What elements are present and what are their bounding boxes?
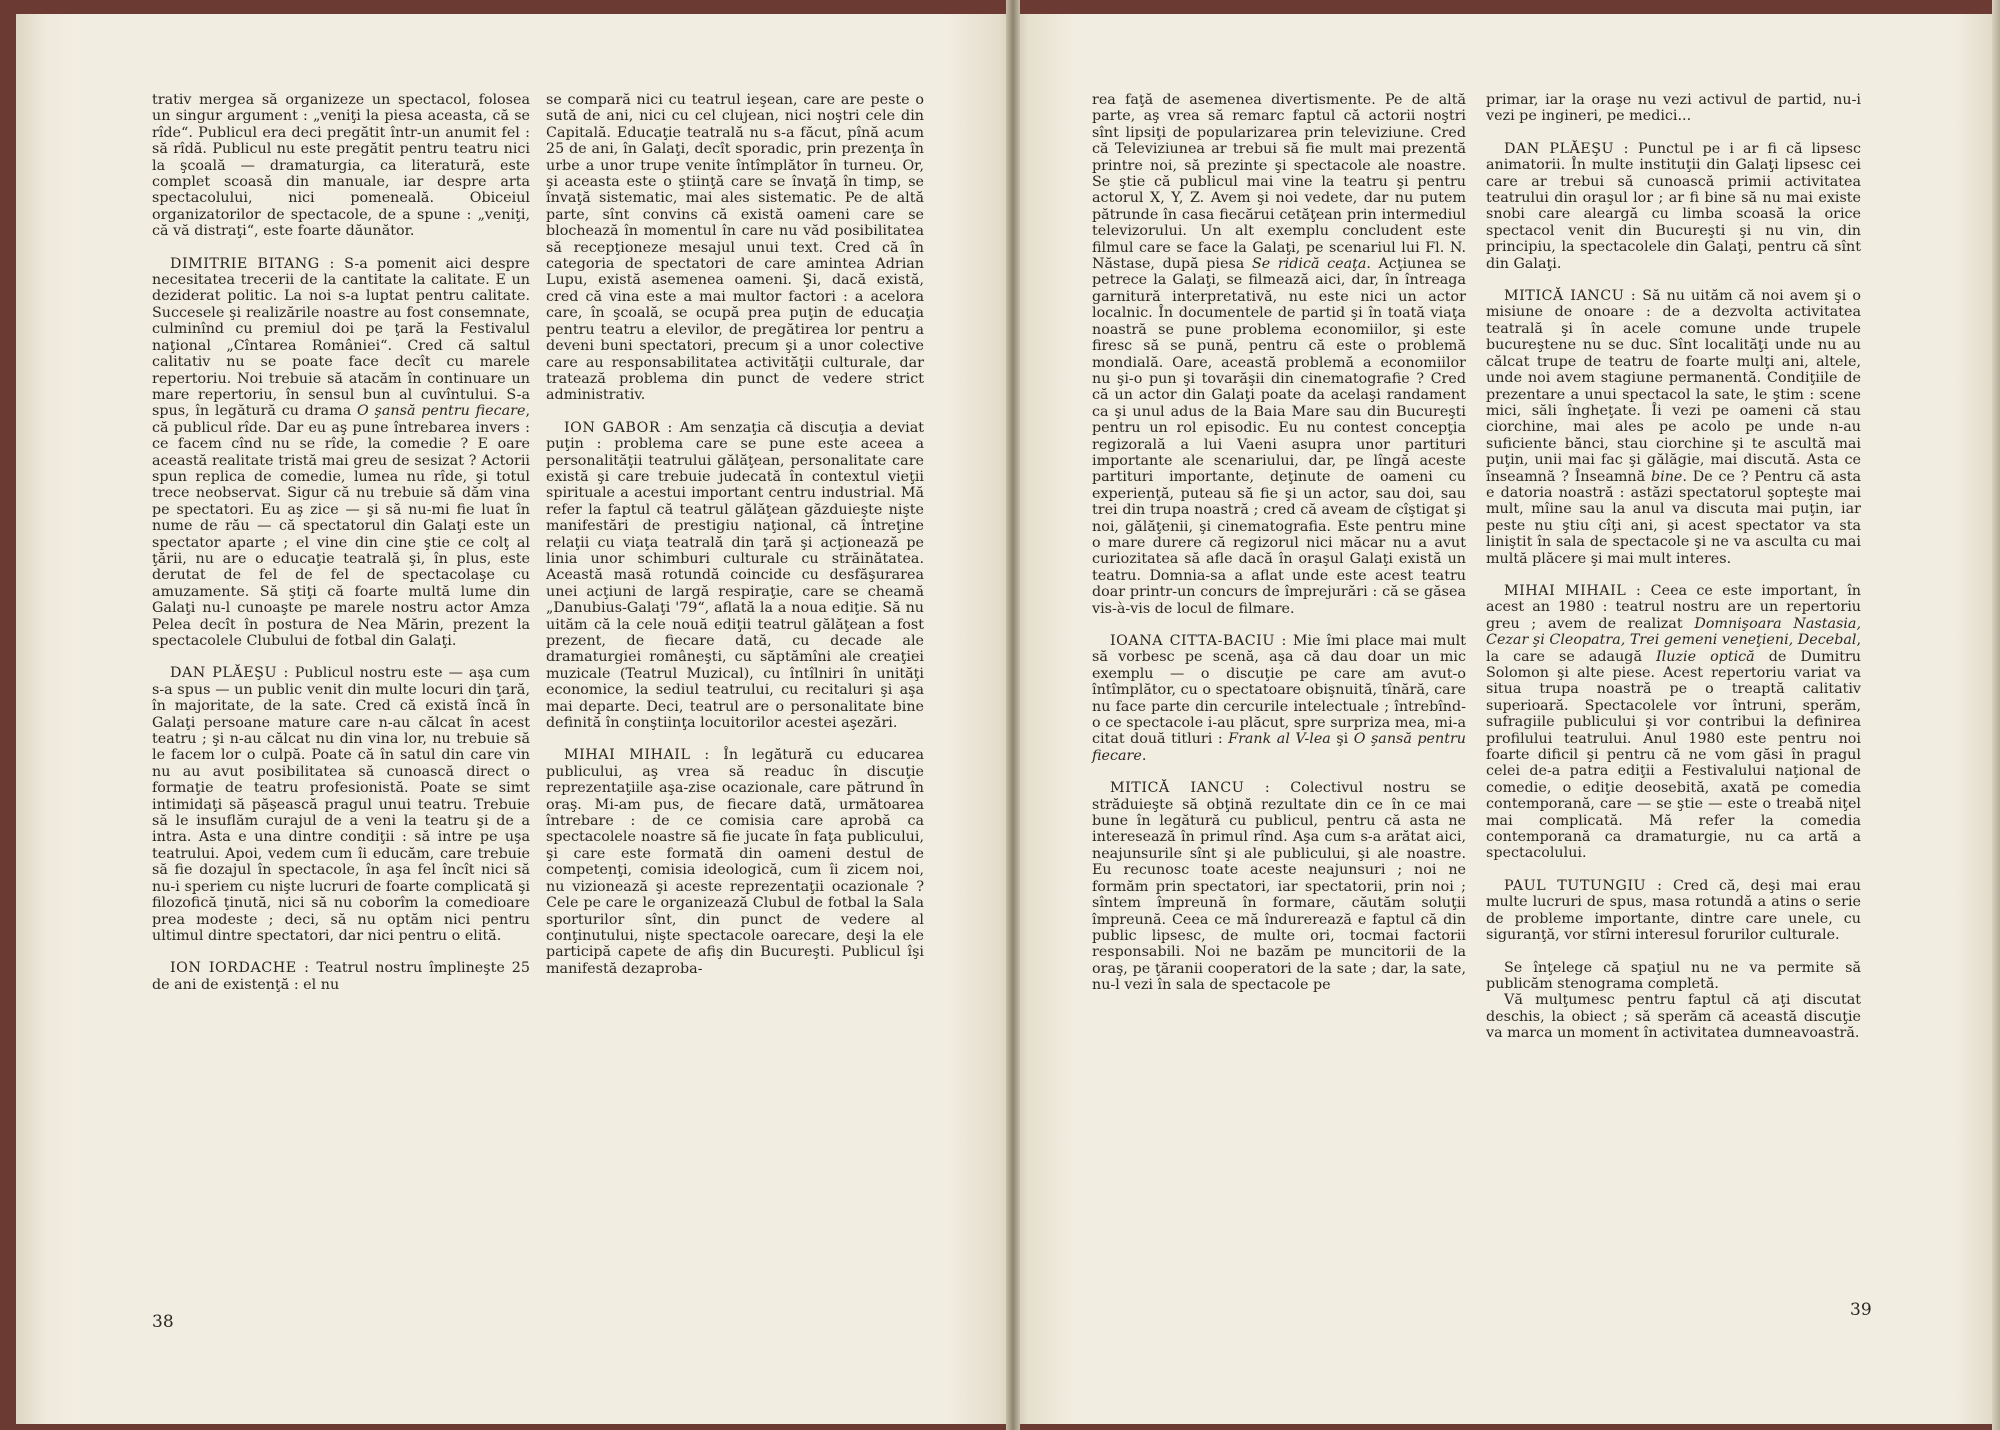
column-1: [152, 92, 530, 1009]
paragraph: Vă mulţumesc pentru faptul că aţi discutat deschis, la obiect ; să sperăm că această discuţie va marca un moment în activitatea dumneavoastră.: [1486, 992, 1861, 1042]
paragraph: DIMITRIE BITANG : S-a pomenit aici despre necesitatea trecerii de la cantitate la calitate. E un deziderat politic. La noi s-a luptat pentru calitate. Succesele şi realizările noastre au fost consemnate, culminînd cu premiul doi pe ţară la Festivalul naţional „Cîntarea României“. Cred că saltul calitativ nu se poate face decît cu marele repertoriu. Noi trebuie să atacăm în continuare un mare repertoriu, în sensul bun al cuvîntului. S-a spus, în legătură cu drama O şansă pentru fiecare, că publicul rîde. Dar eu aş pune întrebarea invers : ce facem cînd nu se rîde, la comedie ? E oare această realitate tristă mai greu de sesizat ? Actorii spun replica de comedie, lumea nu rîde, şi totul trece neobservat. Sigur că nu trebuie să dăm vina pe spectatori. Eu aş zice — şi să nu-mi fie luat în nume de rău — că spectatorul din Galaţi este un spectator aparte ; el vine din cine ştie ce colţ al ţării, nu are o educaţie teatrală şi, în plus, este derutat de fel de fel de spectacolaşe cu amuzamente. Să ştiţi că foarte multă lume din Galaţi nu-l cunoaşte pe marele nostru actor Amza Pelea decît în postura de Nea Mărin, prezent la spectacolele Clubului de fotbal din Galaţi.: [152, 255, 530, 649]
paragraph: MITICĂ IANCU : Colectivul nostru se străduieşte să obţină rezultate din ce în ce mai bune în legătură cu publicul, pentru că asta ne interesează în primul rînd. Aşa cum s-a arătat aici, neajunsurile sînt şi ale publicului, şi ale noastre. Eu recunosc toate aceste neajunsuri ; noi ne formăm prin spectatori, iar spectatorii, prin noi ; sîntem împreună în formare, căutăm soluţii împreună. Ceea ce mă îndurerează e faptul că din public lipsesc, de multe ori, tocmai factorii responsabili. Noi ne bazăm pe muncitorii de la oraş, pe ţăranii cooperatori de la sate ; dar, la sate, nu-l vezi în sala de spectacole pe: [1092, 780, 1466, 994]
paragraph: ION GABOR : Am senzaţia că discuţia a deviat puţin : problema care se pune este aceea a personalităţii teatrului gălăţean, personalitate care există şi care trebuie judecată în contextul vieţii spirituale a acestui important centru industrial. Mă refer la faptul că teatrul gălăţean găzduieşte nişte manifestări de prestigiu naţional, că întreţine relaţii cu viaţa teatrală din ţară şi acţionează pe linia unor schimburi culturale cu străinătatea. Această masă rotundă coincide cu desfăşurarea unei acţiuni de largă respiraţie, care se cheamă „Danubius-Galaţi '79“, aflată la a noua ediţie. Să nu uităm că la cele nouă ediţii teatrul gălăţean a fost prezent, de fiecare dată, cu decade ale dramaturgiei româneşti, cu săptămîni ale creaţiei muzicale (Teatrul Muzical), cu întîlniri în unităţi economice, la sediul teatrului, cu recitaluri şi aşa mai departe. Deci, teatrul are o personalitate bine definită în conştiinţa locuitorilor acestei aşezări.: [546, 419, 924, 732]
column-2: [546, 92, 924, 993]
play-title: O şansă pentru fiecare: [1092, 731, 1466, 764]
speaker-name: MIHAI MIHAIL :: [1504, 582, 1642, 599]
paragraph: ION IORDACHE : Teatrul nostru împlineşte 25 de ani de existenţă : el nu: [152, 960, 530, 993]
play-title: O şansă pentru fiecare: [357, 403, 526, 420]
paragraph: DAN PLĂEŞU : Punctul pe i ar fi că lipsesc animatorii. În multe instituţii din Galaţi lipsesc cei care ar trebui să cunoască primii activitatea teatrului din oraşul lor ; ar fi bine să nu mai existe snobi care aleargă cu limba scoasă la orice spectacol venit din Bucureşti şi nu vin, din principiu, la spectacolele din Galaţi, pentru că sînt din Galaţi.: [1486, 140, 1861, 272]
speaker-name: MITICĂ IANCU :: [1110, 780, 1271, 797]
speaker-name: DIMITRIE BITANG :: [170, 255, 335, 272]
page-number-left: 38: [152, 1312, 174, 1332]
speaker-name: DAN PLĂEŞU :: [1504, 140, 1629, 157]
speaker-name: ION IORDACHE :: [170, 960, 310, 977]
speaker-name: MIHAI MIHAIL :: [564, 747, 710, 764]
emphasis: bine: [1650, 468, 1683, 485]
book-spine: [1006, 0, 1020, 1430]
speaker-name: ION GABOR :: [564, 419, 673, 436]
speaker-name: DAN PLĂEŞU :: [170, 665, 289, 682]
play-title: Iluzie optică: [1656, 648, 1755, 665]
play-titles: Domnişoara Nastasia, Cezar şi Cleopatra, Trei gemeni veneţieni, Decebal: [1486, 615, 1861, 649]
paragraph: IOANA CITTA-BACIU : Mie îmi place mai mult să vorbesc pe scenă, aşa că dau doar un mic exemplu — o discuţie pe care am avut-o întîmplător, cu o spectatoare obişnuită, tînără, care nu face parte din cercurile intelectuale ; întrebînd-o ce spectacole i-au plăcut, spre surpriza mea, mi-a citat două titluri : Frank al V-lea şi O şansă pentru fiecare.: [1092, 633, 1466, 764]
page-edge: [1992, 0, 2000, 1430]
column-3: [1092, 92, 1466, 1010]
paragraph: MIHAI MIHAIL : Ceea ce este important, în acest an 1980 : teatrul nostru are un repertoriu greu ; avem de realizat Domnişoara Nastasia, Cezar şi Cleopatra, Trei gemeni veneţieni, Decebal, la care se adaugă Iluzie optică de Dumitru Solomon şi alte piese. Acest repertoriu variat va situa trupa noastră pe o treaptă calitativ superioară. Spectacolele vor întruni, sperăm, sufragiile publicului şi vor contribui la definirea profilului teatrului. Anul 1980 este pentru noi foarte dificil şi pentru că ne vom găsi în pragul celei de-a patra ediţii a Festivalului naţional de comedie, o ediţie deosebită, axată pe comedia contemporană, care — se ştie — este o treabă niţel mai complicată. Mă refer la comedia contemporană ca dramaturgie, nu ca artă a spectacolului.: [1486, 582, 1861, 862]
column-4: [1486, 92, 1861, 1058]
paragraph: se compară nici cu teatrul ieşean, care are peste o sută de ani, nici cu cel clujean, nici noştri cele din Capitală. Educaţie teatrală nu s-a făcut, pînă acum 25 de ani, în Galaţi, decît sporadic, prin prezenţa în urbe a unor trupe venite întîmplător în turneu. Or, şi aceasta este o ştiinţă care se învaţă în timp, se învaţă sistematic, mai ales sistematic. Pe de altă parte, sînt convins că există oameni care se blochează în momentul în care nu văd posibilitatea să recepţioneze mesajul unui text. Cred că în categoria de spectatori de care amintea Adrian Lupu, există asemenea oameni. Şi, dacă există, cred că vina este a mai multor factori : a acelora care, în şcoală, se ocupă prea puţin de educaţia pentru teatru a elevilor, de pregătirea lor pentru a deveni buni spectatori, precum şi a unor colective care au responsabilitatea activităţii culturale, dar tratează problema din punct de vedere strict administrativ.: [546, 92, 924, 404]
page-number-right: 39: [1850, 1300, 1872, 1320]
paragraph: DAN PLĂEŞU : Publicul nostru este — aşa cum s-a spus — un public venit din multe locuri din ţară, în majoritate, de la sate. Cred că există încă în Galaţi persoane mature care n-au călcat în acest teatru ; şi n-au călcat nu din vina lor, nu trebuie să le facem lor o culpă. Poate că în satul din care vin nu au avut posibilitatea să cunoască direct o formaţie de teatru profesionistă. Poate se simt intimidaţi să păşească pragul unui teatru. Trebuie să le insuflăm curajul de a veni la teatru şi de a intra. Asta e una dintre condiţii : să intre pe uşa teatrului. Apoi, vedem cum îi educăm, care trebuie să fie dozajul în spectacole, în aşa fel încît nici să nu-i speriem cu nişte lucruri de foarte complicată şi filozofică ţinută, nici să nu coborîm la comedioare prea modeste ; deci, să nu optăm nici pentru ultimul dintre spectatori, dar nici pentru o elită.: [152, 665, 530, 944]
paragraph: trativ mergea să organizeze un spectacol, folosea un singur argument : „veniţi la piesa aceasta, că se rîde“. Publicul era deci pregătit într-un anumit fel : să rîdă. Publicul nu este pregătit pentru teatru nici la şcoală — dramaturgia, ca literatură, este complet scoasă din manuale, iar despre arta spectacolului, nici pomeneală. Obiceiul organizatorilor de spectacole, de a spune : „veniţi, că vă distraţi“, este foarte dăunător.: [152, 92, 530, 240]
play-title: Frank al V-lea: [1228, 731, 1331, 748]
paragraph: Se înţelege că spaţiul nu ne va permite să publicăm stenograma completă.: [1486, 959, 1861, 992]
paragraph: rea faţă de asemenea divertismente. Pe de altă parte, aş vrea să remarc faptul că actorii noştri sînt lipsiţi de popularizarea prin televiziune. Cred că Televiziunea ar trebui să fie mult mai prezentă printre noi, să prezinte şi spectacole ale noastre. Se ştie că publicul mai vine la teatru şi pentru actorul X, Y, Z. Avem şi noi vedete, dar nu putem pătrunde în casa fiecărui cetăţean prin intermediul televizorului. Un alt exemplu concludent este filmul care se face la Galaţi, pe scenariul lui Fl. N. Năstase, după piesa Se ridică ceaţa. Acţiunea se petrece la Galaţi, se filmează aici, dar, în întreaga garnitură interpretativă, nu este nici un actor localnic. În documentele de partid şi în toată viaţa noastră se pune problema economiilor, şi este firesc să se pună, pentru că este o problemă mondială. Oare, această problemă a economiilor nu şi-o pun şi tovarăşii din cinematografie ? Cred că un actor din Galaţi poate da acelaşi randament ca şi unul adus de la Baia Mare sau din Bucureşti pentru un rol episodic. Eu nu contest concepţia regizorală a lui Vaeni asupra unor partituri importante ale scenariului, dar, pe lîngă aceste partituri importante, deţinute de oameni cu experienţă, puteau să fie şi un actor, sau doi, sau trei din trupa noastră ; cred că aveam de cîştigat şi noi, gălăţenii, şi cinematografia. Este pentru mine o mare durere că regizorul nici măcar nu a avut curiozitatea să afle dacă în oraşul Galaţi există un teatru. Domnia-sa a aflat unde este acest teatru doar printr-un concurs de împrejurări : că se găsea vis-à-vis de locul de filmare.: [1092, 92, 1466, 617]
paragraph: MIHAI MIHAIL : În legătură cu educarea publicului, aş vrea să readuc în discuţie reprezentaţiile aşa-zise ocazionale, care pătrund în oraş. Mi-am pus, de fiecare dată, următoarea întrebare : de ce comisia care aprobă ca spectacolele noastre să fie jucate în faţa publicului, şi care este formată din oameni destul de competenţi, comisia ideologică, cum îi zicem noi, nu vizionează şi aceste reprezentaţii ocazionale ? Cele pe care le organizează Clubul de fotbal la Sala sporturilor sînt, din punct de vedere al conţinutului, nişte spectacole oarecare, deşi la ele participă capete de afiş din Bucureşti. Publicul îşi manifestă dezaproba-: [546, 747, 924, 977]
speaker-name: PAUL TUTUNGIU :: [1504, 877, 1663, 894]
paragraph: primar, iar la oraşe nu vezi activul de partid, nu-i vezi pe ingineri, pe medici...: [1486, 92, 1861, 125]
paragraph: MITICĂ IANCU : Să nu uităm că noi avem şi o misiune de onoare : de a dezvolta activitatea teatrală şi în acele comune unde trupele bucureştene nu se duc. Sînt localităţi unde nu au călcat trupe de teatru de foarte mulţi ani, altele, unde noi avem stagiune permanentă. Condiţiile de prezentare a unui spectacol la sate, le ştim : scene mici, săli îngheţate. Îi vezi pe oameni că stau ciorchine, mai ales pe acolo pe unde n-au suficiente bănci, stau ciorchine şi te ascultă mai puţin, unii mai fac şi gălăgie, mai discută. Asta ce înseamnă ? Înseamnă bine. De ce ? Pentru că asta e datoria noastră : astăzi spectatorul şopteşte mai mult, mîine sau la anul va discuta mai puţin, iar peste nu ştiu cîţi ani, şi acest spectator va sta liniştit în sala de spectacole şi ne va asculta cu mai multă plăcere şi mai mult interes.: [1486, 288, 1861, 567]
film-title: Se ridică ceaţa: [1251, 256, 1367, 273]
speaker-name: IOANA CITTA-BACIU :: [1110, 633, 1287, 649]
speaker-name: MITICĂ IANCU :: [1504, 288, 1637, 305]
paragraph: PAUL TUTUNGIU : Cred că, deşi mai erau multe lucruri de spus, masa rotundă a atins o serie de probleme importante, dintre care unele, cu siguranţă, vor stîrni interesul forurilor culturale.: [1486, 877, 1861, 944]
